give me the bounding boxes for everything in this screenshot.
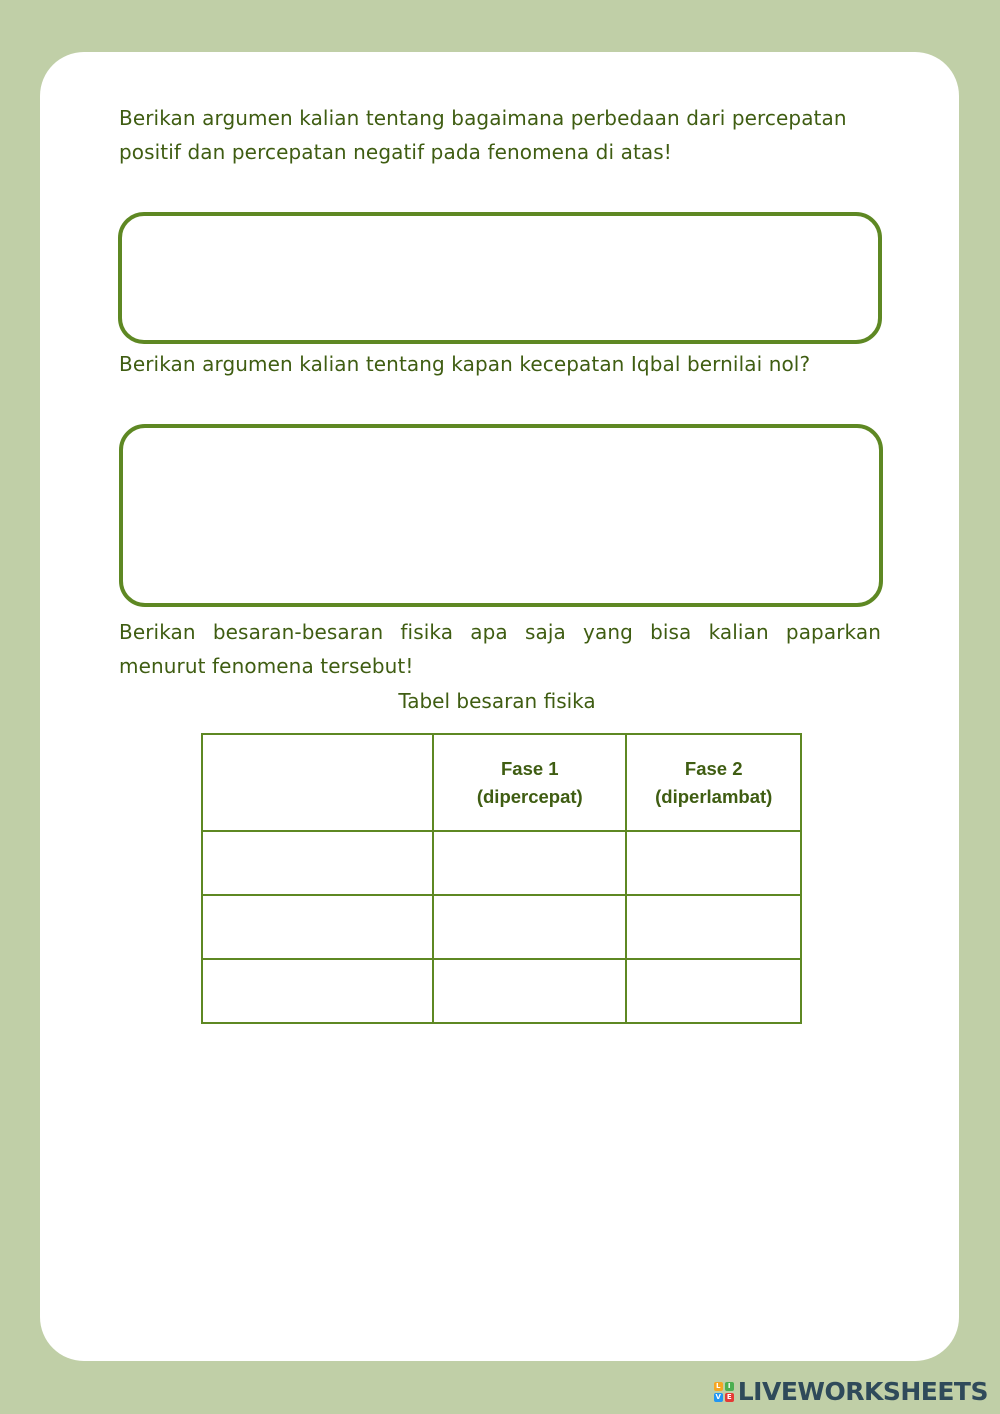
table-row [202,895,801,959]
brand-name: LIVEWORKSHEETS [737,1377,988,1406]
question-1-text: Berikan argumen kalian tentang bagaimana perbedaan dari percepatan positif dan percepatan negatif pada fenomena di atas! [119,106,847,164]
table-cell[interactable] [202,959,433,1023]
table-cell[interactable] [433,959,626,1023]
header-fase-2-title: Fase 2 [684,757,743,779]
table-cell[interactable] [626,959,801,1023]
header-cell-fase-2 [626,734,801,831]
question-3-text: Berikan besaran-besaran fisika apa saja yang bisa kalian paparkan menurut fenomena tersebut! [119,620,881,678]
header-cell-empty [202,734,433,831]
answer-box-2[interactable] [119,424,883,607]
table-header-row [202,734,801,831]
logo-tile: I [725,1382,734,1391]
question-2-text: Berikan argumen kalian tentang kapan kecepatan Iqbal bernilai nol? [119,352,811,376]
logo-tile: V [715,1392,721,1401]
table-cell[interactable] [433,895,626,959]
table-row [202,959,801,1023]
table-cell[interactable] [626,831,801,895]
logo-tile: E [725,1393,734,1402]
logo-tile: L [714,1382,723,1391]
header-cell-fase-1 [433,734,626,831]
table-cell[interactable] [626,895,801,959]
answer-box-1[interactable] [118,212,882,344]
table-cell[interactable] [202,831,433,895]
header-fase-2-subtitle: (diperlambat) [655,785,773,807]
table-cell[interactable] [433,831,626,895]
header-fase-1-title: Fase 1 [500,757,559,779]
table-row [202,831,801,895]
liveworksheets-brand [714,1377,988,1406]
table-cell[interactable] [202,895,433,959]
liveworksheets-logo-icon [714,1382,734,1402]
header-fase-1-subtitle: (dipercepat) [476,785,583,807]
physics-quantities-table [201,733,802,1024]
table-caption: Tabel besaran fisika [398,689,596,713]
